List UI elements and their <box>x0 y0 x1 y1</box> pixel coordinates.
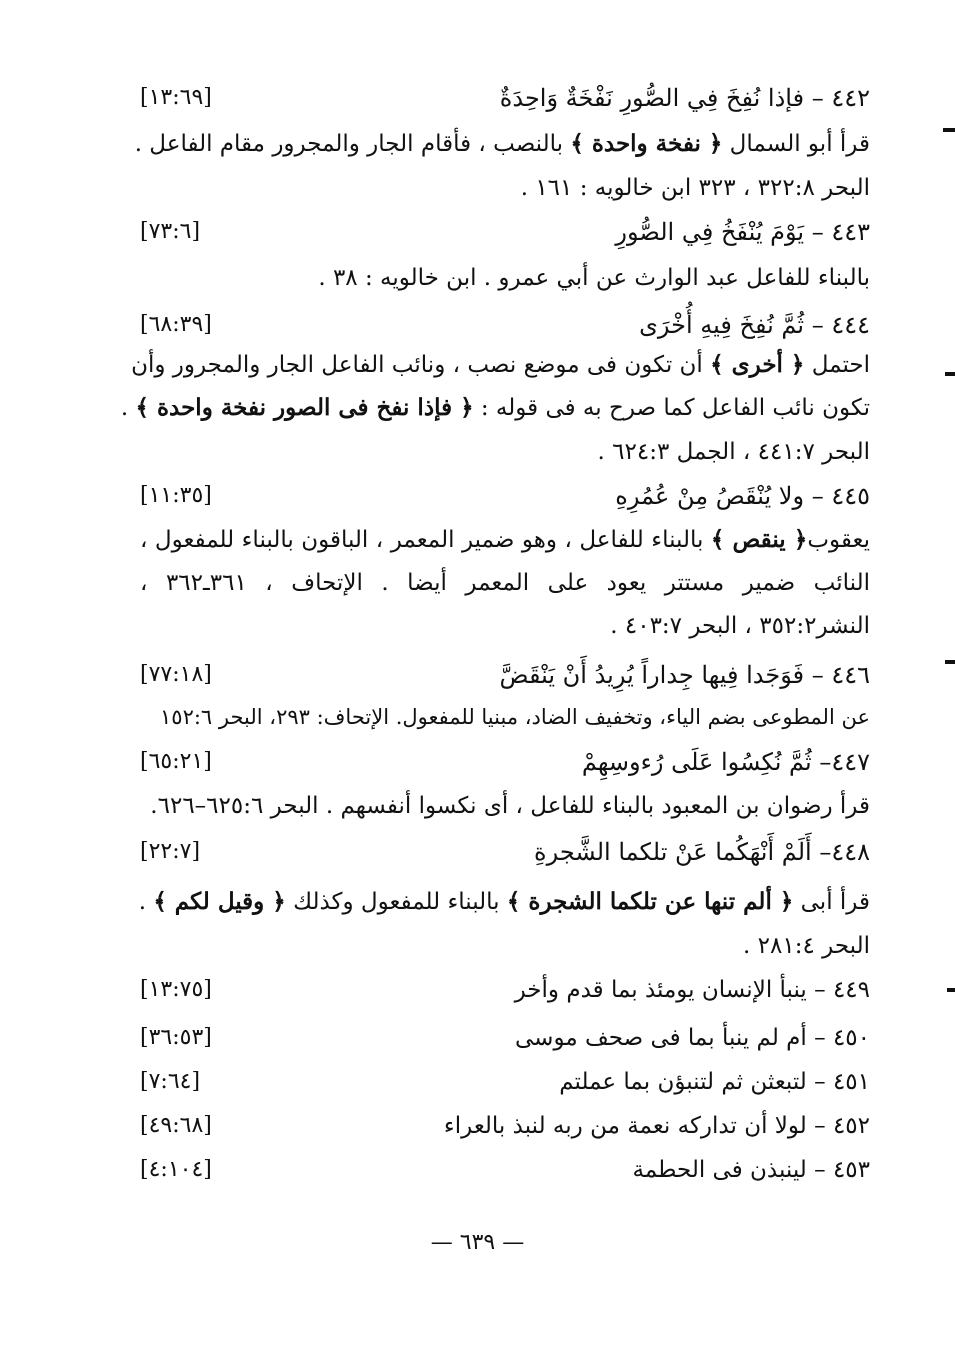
entry-text-line: تكون نائب الفاعل كما صرح به فى قوله : ﴿ فإذا نفخ فى الصور نفخة واحدة ﴾ . <box>120 394 870 421</box>
verse-reference: [٦٥:٢١] <box>140 749 212 774</box>
quran-verse: ٤٤٧– ثُمَّ نُكِسُوا عَلَى رُءوسِهِمْ <box>581 748 870 776</box>
entry-text-line: عن المطوعى بضم الياء، وتخفيف الضاد، مبنيا للمفعول. الإتحاف: ٢٩٣، البحر ١٥٢:٦ <box>160 705 870 729</box>
list-item-text: ٤٤٩ – ينبأ الإنسان يومئذ بما قدم وأخر <box>514 977 870 1003</box>
verse-reference: [٦٨:٣٩] <box>140 312 212 337</box>
entry-text-line: قرأ رضوان بن المعبود بالبناء للفاعل ، أى نكسوا أنفسهم . البحر ٦٢٥:٦–٦٢٦. <box>150 793 870 819</box>
entry-text-line: يعقوب﴿ ينقص ﴾ بالبناء للفاعل ، وهو ضمير المعمر ، الباقون بالبناء للمفعول ، <box>140 526 870 553</box>
quoted-reading: ﴿ نفخة واحدة ﴾ <box>570 130 723 157</box>
list-item <box>140 1018 870 1058</box>
entry-text-line: احتمل ﴿ أخرى ﴾ أن تكون فى موضع نصب ، ونائب الفاعل الجار والمجرور وأن <box>131 351 870 378</box>
page-number: — ٦٣٩ — <box>430 1230 525 1255</box>
verse-reference: [١٣:٦٩] <box>140 85 212 110</box>
quoted-reading: ﴿ ينقص ﴾ <box>710 526 808 553</box>
entry-text-line: قرأ أبو السمال ﴿ نفخة واحدة ﴾ بالنصب ، فأقام الجار والمجرور مقام الفاعل . <box>134 130 870 157</box>
list-item <box>140 970 870 1010</box>
entry-text-line: البحر ٣٢٢:٨ ، ٣٢٣ ابن خالويه : ١٦١ . <box>520 175 870 201</box>
quoted-reading: ﴿ أخرى ﴾ <box>710 351 805 378</box>
list-item-text: ٤٥٢ – لولا أن تداركه نعمة من ربه لنبذ بالعراء <box>443 1113 870 1139</box>
quran-verse: ٤٤٥ – ولا يُنْقَصُ مِنْ عُمُرِهِ <box>615 482 870 510</box>
quoted-reading: ﴿ فإذا نفخ فى الصور نفخة واحدة ﴾ <box>135 394 474 421</box>
verse-reference: [٤٩:٦٨] <box>140 1113 212 1138</box>
verse-reference: [١١:٣٥] <box>140 483 212 508</box>
list-item-text: ٤٥٣ – لينبذن فى الحطمة <box>632 1157 870 1183</box>
quoted-reading: ﴿ وقيل لكم ﴾ <box>153 888 286 915</box>
list-item-text: ٤٥١ – لتبعثن ثم لتنبؤن بما عملتم <box>559 1069 870 1095</box>
list-item <box>140 1062 870 1102</box>
verse-reference: [٣٦:٥٣] <box>140 1025 212 1050</box>
quran-verse: ٤٤٣ – يَوْمَ يُنْفَخُ فِي الصُّورِ <box>615 218 870 246</box>
entry-heading <box>140 742 870 782</box>
list-item <box>140 1150 870 1190</box>
entry-heading <box>140 655 870 695</box>
entry-heading <box>140 476 870 516</box>
scan-mark <box>945 660 955 664</box>
scan-mark <box>945 372 955 376</box>
scan-mark <box>943 128 955 132</box>
verse-reference: [١٣:٧٥] <box>140 977 212 1002</box>
list-item <box>140 1106 870 1146</box>
entry-text-line: بالبناء للفاعل عبد الوارث عن أبي عمرو . ابن خالويه : ٣٨ . <box>318 265 870 291</box>
verse-reference: [٧٣:٦] <box>140 219 201 244</box>
scan-mark <box>947 988 955 992</box>
verse-reference: [٢٢:٧] <box>140 839 201 864</box>
quran-verse: ٤٤٨– أَلَمْ أَنْهَكُما عَنْ تلكما الشَّجرةِ <box>534 838 870 866</box>
quran-verse: ٤٤٦ – فَوَجَدا فِيها جِداراً يُرِيدُ أَنْ يَنْقَضَّ <box>499 661 870 689</box>
list-item-text: ٤٥٠ – أم لم ينبأ بما فى صحف موسى <box>515 1025 870 1051</box>
entry-heading <box>140 305 870 345</box>
entry-text-line: النائب ضمير مستتر يعود على المعمر أيضا . الإتحاف ، ٣٦١ـ٣٦٢ ، <box>140 570 871 596</box>
entry-text-line: قرأ أبى ﴿ ألم تنها عن تلكما الشجرة ﴾ بالبناء للمفعول وكذلك ﴿ وقيل لكم ﴾ . <box>138 888 870 915</box>
quran-verse: ٤٤٢ – فإذا نُفِخَ فِي الصُّورِ نَفْخَةٌ وَاحِدَةٌ <box>499 84 870 112</box>
verse-reference: [٤:١٠٤] <box>140 1157 212 1182</box>
verse-reference: [٧٧:١٨] <box>140 662 212 687</box>
quoted-reading: ﴿ ألم تنها عن تلكما الشجرة ﴾ <box>506 888 794 915</box>
entry-text-line: البحر ٢٨١:٤ . <box>743 933 870 959</box>
entry-heading <box>140 212 870 252</box>
entry-text-line: البحر ٤٤١:٧ ، الجمل ٦٢٤:٣ . <box>597 439 870 465</box>
entry-heading <box>140 78 870 118</box>
verse-reference: [٧:٦٤] <box>140 1069 201 1094</box>
entry-text-line: النشر٣٥٢:٢ ، البحر ٤٠٣:٧ . <box>610 613 870 639</box>
quran-verse: ٤٤٤ – ثُمَّ نُفِخَ فِيهِ أُخْرَى <box>639 311 870 339</box>
entry-heading <box>140 832 870 872</box>
